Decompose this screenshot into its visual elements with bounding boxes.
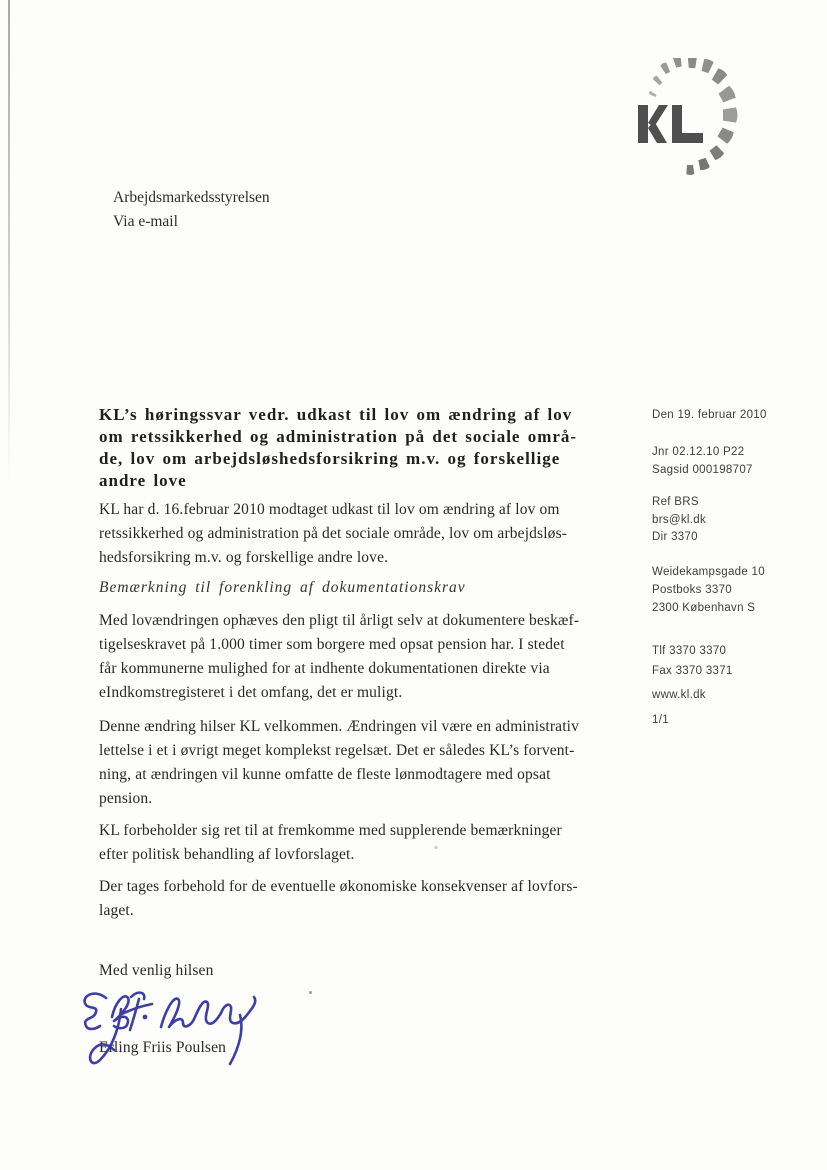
contact-email: brs@kl.dk xyxy=(652,514,706,526)
letter-title: KL’s høringssvar vedr. udkast til lov om ændring af lov om retssikkerhed og administration på det sociale områ- de, lov om arbejdsløshedsforsikring m.v. og forskellige andre love xyxy=(99,405,578,490)
address-street: Weidekampsgade 10 xyxy=(652,566,765,578)
letter-paragraph: Der tages forbehold for de eventuelle økonomiske konsekvenser af lovfors- laget. xyxy=(99,878,578,919)
scan-speck xyxy=(309,991,312,994)
signature-ink-icon xyxy=(74,986,264,1078)
handwritten-signature xyxy=(74,986,264,1078)
letterhead-info-column xyxy=(652,0,822,1170)
address-postbox: Postboks 3370 xyxy=(652,584,732,596)
letter-salutation: Med venlig hilsen xyxy=(99,962,214,979)
signer-printed-name: Erling Friis Poulsen xyxy=(99,1039,227,1056)
reference-initials: Ref BRS xyxy=(652,496,699,508)
letter-date: Den 19. februar 2010 xyxy=(652,409,767,421)
recipient-name: Arbejdsmarkedsstyrelsen xyxy=(113,189,270,206)
journal-number: Jnr 02.12.10 P22 xyxy=(652,446,745,458)
page-number: 1/1 xyxy=(652,714,669,726)
letter-intro-paragraph: KL har d. 16.februar 2010 modtaget udkast til lov om ændring af lov om retssikkerhed og administration på det sociale område, lov om arbejdsløs- hedsforsikring m.v. og forskellige andre love. xyxy=(99,501,568,566)
letter-paragraph: Denne ændring hilser KL velkommen. Ændringen vil være en administrativ lettelse i et i øvrigt meget komplekst regelsæt. Det er således KL’s forvent- ning, at ændringen vil kunne omfatte de fleste lønmodtagere med opsat pension. xyxy=(99,718,580,807)
fax-number: Fax 3370 3371 xyxy=(652,665,733,677)
address-city: 2300 København S xyxy=(652,602,756,614)
letter-paragraph: Med lovændringen ophæves den pligt til årligt selv at dokumentere beskæf- tigelseskravet på 1.000 timer som borgere med opsat pension har. I stedet får kommunerne mulighed for at indhente dokumentationen direkte via eIndkomstregisteret i det omfang, det er muligt. xyxy=(99,612,580,701)
letter-section-heading: Bemærkning til forenkling af dokumentationskrav xyxy=(99,579,466,596)
case-id: Sagsid 000198707 xyxy=(652,464,753,476)
direct-phone: Dir 3370 xyxy=(652,531,698,543)
phone-number: Tlf 3370 3370 xyxy=(652,645,727,657)
scanner-edge-artifact xyxy=(8,0,10,485)
recipient-block xyxy=(113,186,270,234)
letter-paragraph: KL forbeholder sig ret til at fremkomme med supplerende bemærkninger efter politisk behandling af lovforslaget. xyxy=(99,822,562,863)
recipient-delivery-method: Via e-mail xyxy=(113,213,178,230)
website-url: www.kl.dk xyxy=(652,689,706,701)
